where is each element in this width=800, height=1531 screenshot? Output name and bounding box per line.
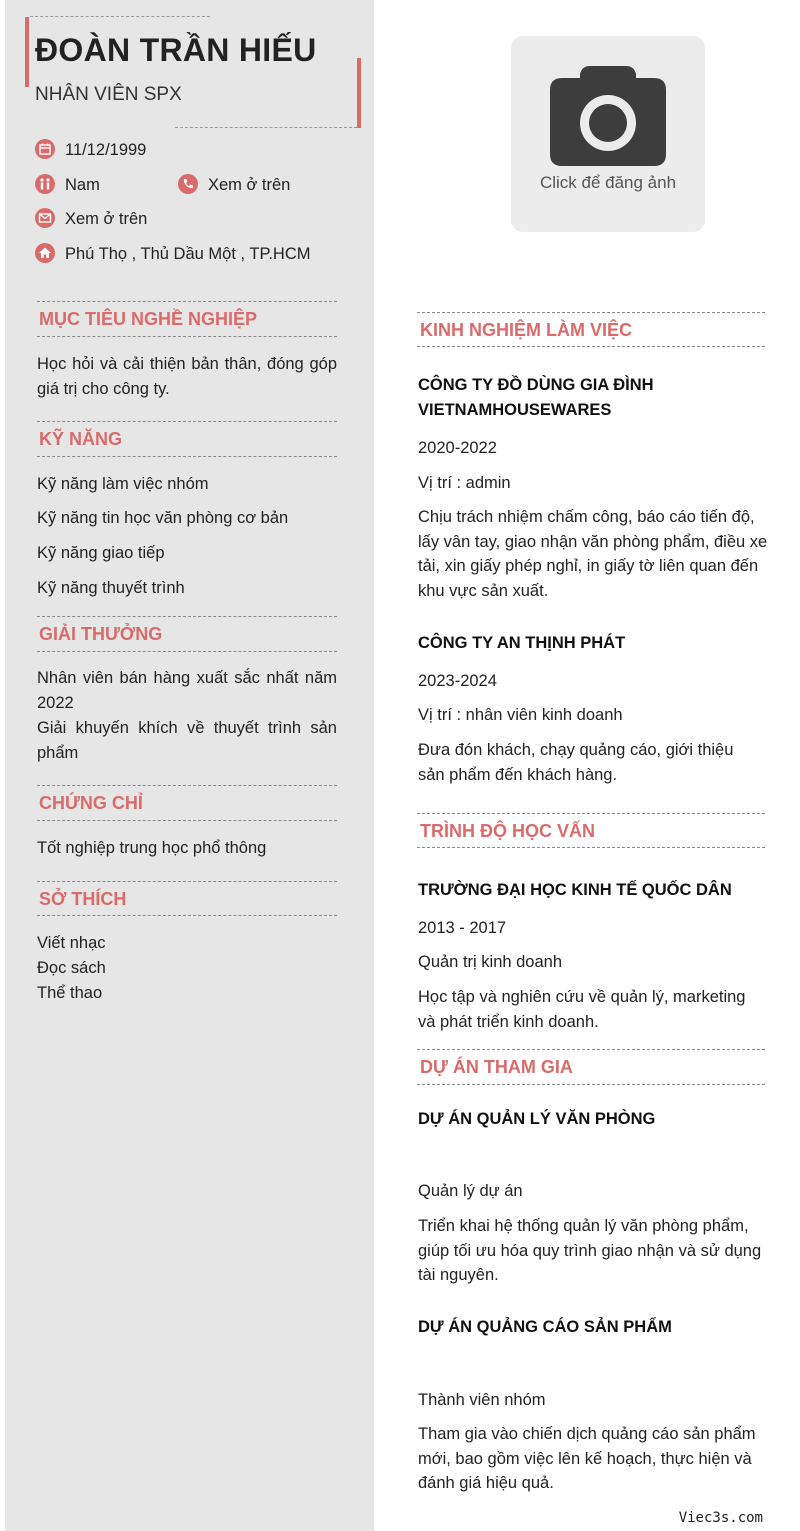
hobby-item[interactable]: Đọc sách — [37, 959, 106, 977]
project-description[interactable]: Triển khai hệ thống quản lý văn phòng phẩm, giúp tối ưu hóa quy trình giao nhận và sử dụng tài nguyên. — [418, 1217, 762, 1284]
awards-bottom-divider — [37, 651, 337, 652]
footer-brand[interactable]: Viec3s.com — [678, 1510, 763, 1526]
award-item[interactable]: Nhân viên bán hàng xuất sắc nhất năm 2022 — [37, 669, 337, 712]
skills-top-divider — [37, 421, 337, 422]
photo-upload-label: Click để đăng ảnh — [539, 173, 677, 192]
email-icon — [35, 208, 55, 228]
skills-heading: KỸ NĂNG — [39, 429, 123, 449]
objective-heading: MỤC TIÊU NGHỀ NGHIỆP — [39, 309, 258, 329]
project-role[interactable]: Thành viên nhóm — [418, 1391, 546, 1409]
experience-company[interactable]: CÔNG TY ĐỒ DÙNG GIA ĐÌNH VIETNAMHOUSEWARES — [418, 376, 654, 419]
calendar-icon — [35, 139, 55, 159]
certificates-heading: CHỨNG CHỈ — [39, 793, 143, 813]
full-name[interactable]: ĐOÀN TRẦN HIẾU — [35, 32, 317, 68]
projects-top-divider — [417, 1049, 765, 1050]
education-top-divider — [417, 813, 765, 814]
experience-position[interactable]: Vị trí : nhân viên kinh doanh — [418, 706, 623, 724]
education-school[interactable]: TRƯỜNG ĐẠI HỌC KINH TẾ QUỐC DÂN — [418, 881, 732, 899]
project-name[interactable]: DỰ ÁN QUẢN LÝ VĂN PHÒNG — [418, 1110, 656, 1128]
objective-top-divider — [37, 301, 337, 302]
award-item[interactable]: Giải khuyến khích về thuyết trình sản phẩm — [37, 719, 337, 762]
camera-icon — [550, 66, 666, 171]
hobby-item[interactable]: Thể thao — [37, 984, 103, 1002]
certificates-bottom-divider — [37, 820, 337, 821]
skills-bottom-divider — [37, 456, 337, 457]
experience-description[interactable]: Đưa đón khách, chạy quảng cáo, giới thiệu sản phẩm đến khách hàng. — [418, 741, 734, 784]
name-left-accent-bar — [25, 17, 29, 87]
email-text[interactable]: Xem ở trên — [65, 210, 148, 228]
experience-period[interactable]: 2023-2024 — [418, 672, 497, 690]
name-top-divider — [30, 16, 210, 17]
project-role[interactable]: Quản lý dự án — [418, 1182, 523, 1200]
gender-icon — [35, 174, 55, 194]
awards-heading: GIẢI THƯỞNG — [39, 624, 163, 644]
projects-heading: DỰ ÁN THAM GIA — [420, 1057, 573, 1077]
certificates-top-divider — [37, 785, 337, 786]
skill-item[interactable]: Kỹ năng thuyết trình — [37, 579, 185, 597]
objective-bottom-divider — [37, 336, 337, 337]
name-bottom-divider — [175, 127, 357, 128]
address-text[interactable]: Phú Thọ , Thủ Dầu Một , TP.HCM — [65, 245, 311, 263]
awards-top-divider — [37, 616, 337, 617]
experience-company[interactable]: CÔNG TY AN THỊNH PHÁT — [418, 634, 626, 652]
experience-position[interactable]: Vị trí : admin — [418, 474, 511, 492]
experience-bottom-divider — [417, 346, 765, 347]
skill-item[interactable]: Kỹ năng làm việc nhóm — [37, 475, 209, 493]
hobbies-top-divider — [37, 881, 337, 882]
education-major[interactable]: Quản trị kinh doanh — [418, 953, 563, 971]
home-icon — [35, 243, 55, 263]
education-period[interactable]: 2013 - 2017 — [418, 919, 507, 937]
education-bottom-divider — [417, 847, 765, 848]
hobbies-heading: SỞ THÍCH — [39, 889, 127, 909]
project-description[interactable]: Tham gia vào chiến dịch quảng cáo sản phẩm mới, bao gồm việc lên kế hoạch, thực hiện và đánh giá hiệu quả. — [418, 1425, 756, 1492]
projects-bottom-divider — [417, 1084, 765, 1085]
experience-description[interactable]: Chịu trách nhiệm chấm công, báo cáo tiến độ, lấy vân tay, giao nhận văn phòng phẩm, điều xe tải, xin giấy phép nghỉ, in giấy tờ liên quan đến khu vực sản xuất. — [418, 508, 768, 600]
job-title[interactable]: NHÂN VIÊN SPX — [35, 84, 182, 105]
education-heading: TRÌNH ĐỘ HỌC VẤN — [420, 821, 595, 841]
skill-item[interactable]: Kỹ năng tin học văn phòng cơ bản — [37, 509, 289, 527]
experience-period[interactable]: 2020-2022 — [418, 439, 497, 457]
sidebar — [5, 0, 374, 1531]
experience-heading: KINH NGHIỆM LÀM VIỆC — [420, 320, 633, 340]
project-name[interactable]: DỰ ÁN QUẢNG CÁO SẢN PHẨM — [418, 1318, 672, 1336]
hobby-item[interactable]: Viết nhạc — [37, 934, 106, 952]
skill-item[interactable]: Kỹ năng giao tiếp — [37, 544, 165, 562]
birthday-text[interactable]: 11/12/1999 — [65, 141, 147, 159]
objective-text[interactable]: Học hỏi và cải thiện bản thân, đóng góp giá trị cho công ty. — [37, 355, 337, 398]
name-right-accent-bar — [357, 58, 361, 128]
gender-text[interactable]: Nam — [65, 176, 100, 194]
experience-top-divider — [417, 312, 765, 313]
phone-text[interactable]: Xem ở trên — [208, 176, 291, 194]
certificate-item[interactable]: Tốt nghiệp trung học phổ thông — [37, 839, 267, 857]
phone-icon — [178, 174, 198, 194]
hobbies-bottom-divider — [37, 915, 337, 916]
education-description[interactable]: Học tập và nghiên cứu về quản lý, marketing và phát triển kinh doanh. — [418, 988, 746, 1031]
